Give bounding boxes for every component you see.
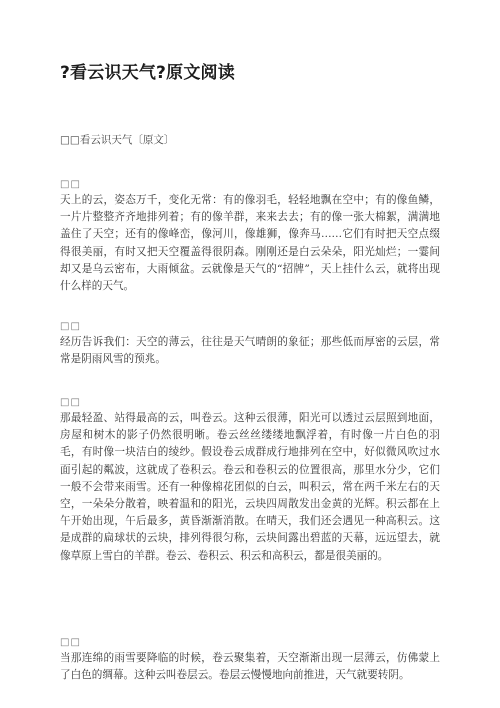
paragraph-marker: □□ <box>60 179 81 190</box>
paragraph-marker: □□ <box>60 321 81 332</box>
paragraph-text: 经历告诉我们：天空的薄云，往往是天气晴朗的象征；那些低而厚密的云层，常常是阴雨风雪的预兆。 <box>60 336 440 366</box>
paragraph-marker: □□ <box>60 397 81 408</box>
paragraph-text: 那最轻盈、站得最高的云，叫卷云。这种云很薄，阳光可以透过云层照到地面，房屋和树木的影子仍然很明晰。卷云丝丝缕缕地飘浮着，有时像一片白色的羽毛，有时像一块洁白的绫纱。假设卷云成群成行地排列在空中，好似微风吹过水面引起的粼波，这就成了卷积云。卷云和卷积云的位置很高，那里水分少，它们一般不会带来雨雪。还有一种像棉花团似的白云，叫积云，常在两千米左右的天空，一朵朵分散着，映着温和的阳光，云块四周散发出金黄的光辉。积云都在上午开始出现，午后最多，黄昏渐渐消散。在晴天，我们还会遇见一种高积云。这是成群的扁球状的云块，排列得很匀称，云块间露出碧蓝的天幕，远远望去，就像草原上雪白的羊群。卷云、卷积云、积云和高积云，都是很美丽的。 <box>60 412 440 562</box>
paragraph-text: 天上的云，姿态万千，变化无常：有的像羽毛，轻轻地飘在空中；有的像鱼鳞，一片片整整齐齐地排列着；有的像羊群，来来去去；有的像一张大棉絮，满满地盖住了天空；还有的像峰峦，像河川，像雄狮，像奔马……它们有时把天空点缀得很美丽，有时又把天空覆盖得很阴森。刚刚还是白云朵朵，阳光灿烂；一霎间却又是乌云密布，大雨倾盆。云就像是天气的“招牌”，天上挂什么云，就将出现什么样的天气。 <box>60 194 440 293</box>
paragraph-section <box>60 178 440 295</box>
paragraph-marker: □□ <box>60 637 81 648</box>
document-subtitle: □□看云识天气〔原文〕 <box>60 134 175 146</box>
paragraph-text: 当那连绵的雨雪要降临的时候，卷云聚集着，天空渐渐出现一层薄云，仿佛蒙上了白色的绸幕。这种云叫卷层云。卷层云慢慢地向前推进，天气就要转阴。 <box>60 652 440 682</box>
paragraph-section <box>60 396 440 565</box>
paragraph-section <box>60 320 440 368</box>
page-title: ?看云识天气?原文阅读 <box>60 63 235 83</box>
paragraph-section <box>60 636 440 684</box>
